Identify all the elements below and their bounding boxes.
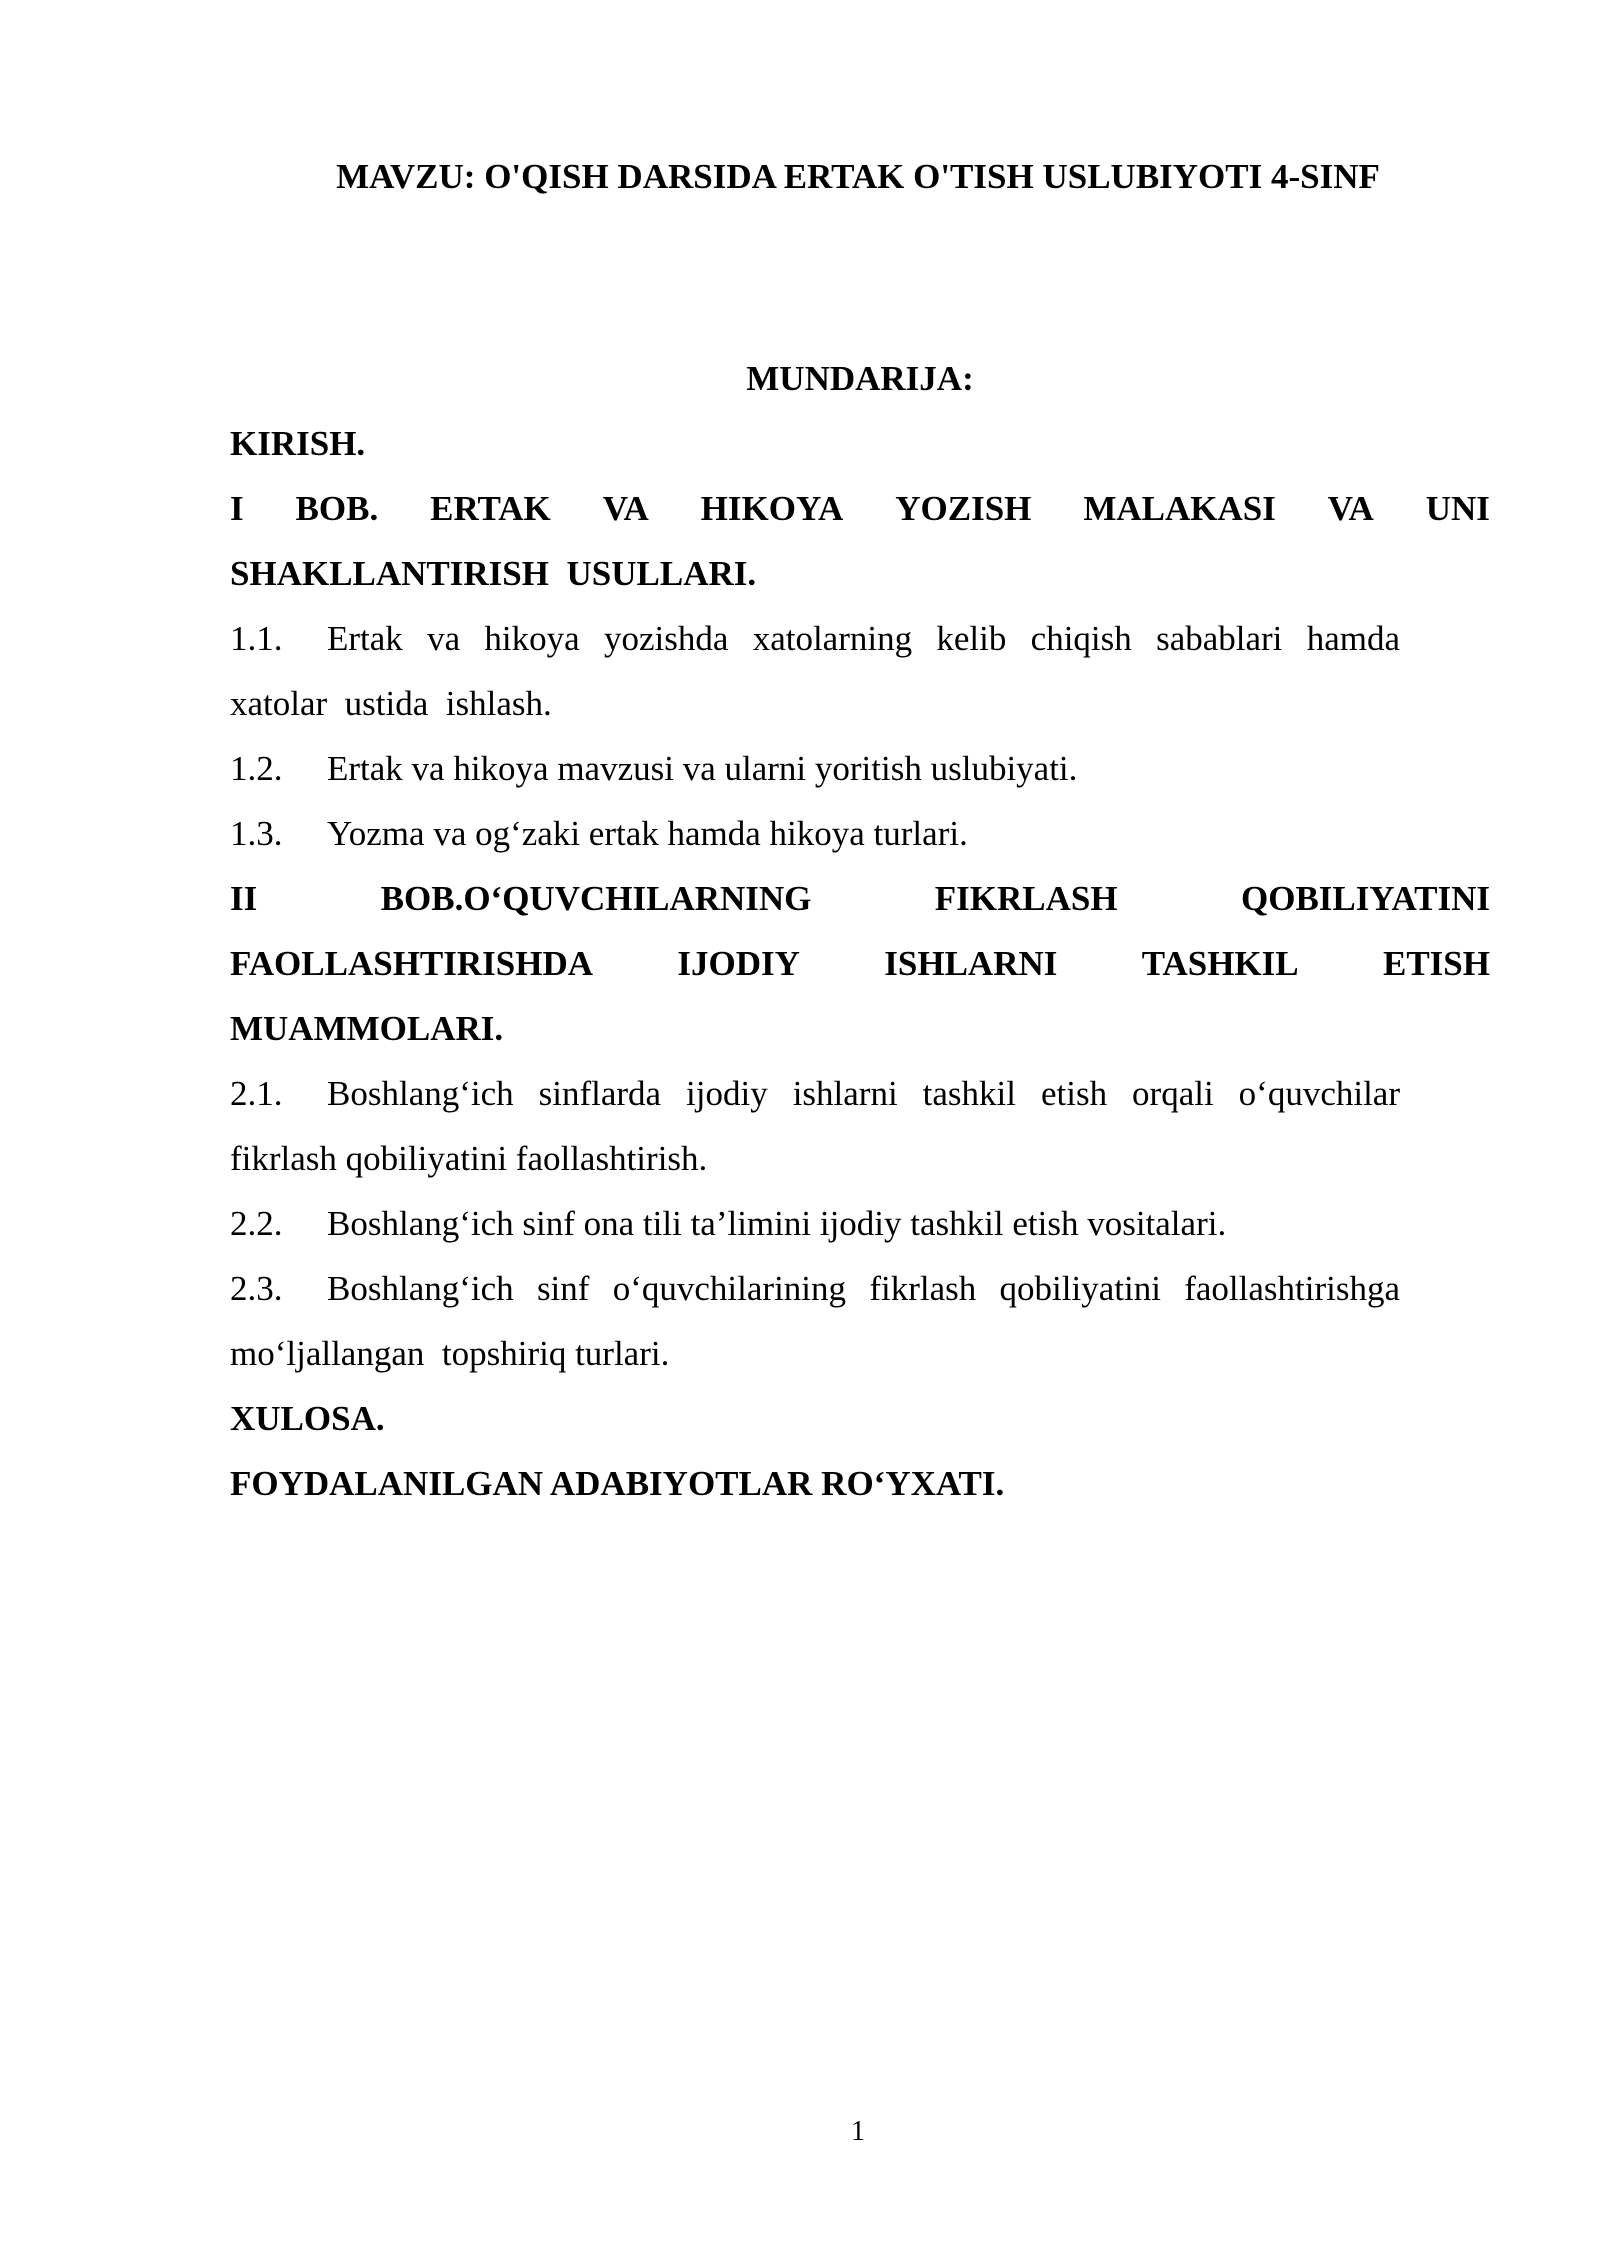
toc-word: QOBILIYATINI bbox=[1241, 879, 1490, 918]
toc-word: VA bbox=[602, 489, 649, 528]
toc-section-2-1 bbox=[230, 1061, 1400, 1126]
toc-chapter2-line1 bbox=[230, 866, 1490, 931]
toc-word: II bbox=[230, 879, 258, 918]
toc-entry-intro: KIRISH. bbox=[230, 424, 366, 463]
toc-section-2-1-cont: fikrlash qobiliyatini faollashtirish. bbox=[230, 1139, 708, 1178]
toc-section-number: 1.2. bbox=[230, 749, 283, 788]
toc-section-1-3 bbox=[230, 801, 1490, 866]
toc-entry-conclusion: XULOSA. bbox=[230, 1399, 385, 1438]
toc-section-number: 1.1. bbox=[230, 619, 283, 658]
toc-word: HIKOYA bbox=[700, 489, 844, 528]
toc-word: TASHKIL bbox=[1141, 944, 1299, 983]
toc-section-text: Boshlang‘ich sinflarda ijodiy ishlarni tashkil etish orqali o‘quvchilar bbox=[327, 1074, 1400, 1113]
toc-heading bbox=[230, 346, 1490, 411]
toc-word: FIKRLASH bbox=[934, 879, 1118, 918]
toc-word: BOB.O‘QUVCHILARNING bbox=[380, 879, 812, 918]
toc-word: UNI bbox=[1425, 489, 1490, 528]
toc-word: MALAKASI bbox=[1083, 489, 1276, 528]
toc-word: FAOLLASHTIRISHDA bbox=[230, 944, 594, 983]
toc-section-text: Ertak va hikoya mavzusi va ularni yoritish uslubiyati. bbox=[327, 749, 1078, 788]
toc-section-number: 1.3. bbox=[230, 814, 283, 853]
page-number: 1 bbox=[851, 2116, 865, 2147]
toc-word: I bbox=[230, 489, 244, 528]
table-of-contents bbox=[230, 346, 1490, 1516]
toc-section-1-1-cont: xatolar ustida ishlash. bbox=[230, 684, 552, 723]
document-title: MAVZU: O'QISH DARSIDA ERTAK O'TISH USLUBIYOTI 4-SINF bbox=[336, 157, 1380, 196]
toc-word: ETISH bbox=[1382, 944, 1490, 983]
toc-section-2-3-cont: mo‘ljallangan topshiriq turlari. bbox=[230, 1334, 670, 1373]
toc-section-2-3 bbox=[230, 1256, 1400, 1321]
toc-section-text: Yozma va og‘zaki ertak hamda hikoya turlari. bbox=[327, 814, 968, 853]
toc-chapter1-line2: SHAKLLANTIRISH USULLARI. bbox=[230, 554, 757, 593]
toc-section-text: Ertak va hikoya yozishda xatolarning kelib chiqish sabablari hamda bbox=[327, 619, 1400, 658]
toc-section-1-1 bbox=[230, 606, 1400, 671]
toc-section-number: 2.2. bbox=[230, 1204, 283, 1243]
toc-word: YOZISH bbox=[895, 489, 1032, 528]
toc-section-text: Boshlang‘ich sinf ona tili ta’limini ijodiy tashkil etish vositalari. bbox=[327, 1204, 1227, 1243]
toc-heading-text: MUNDARIJA: bbox=[746, 359, 974, 398]
toc-section-text: Boshlang‘ich sinf o‘quvchilarining fikrlash qobiliyatini faollashtirishga bbox=[327, 1269, 1400, 1308]
toc-chapter2-line2 bbox=[230, 931, 1490, 996]
toc-word: VA bbox=[1327, 489, 1374, 528]
toc-word: ERTAK bbox=[430, 489, 551, 528]
toc-chapter1-line1 bbox=[230, 476, 1490, 541]
toc-section-1-2 bbox=[230, 736, 1490, 801]
toc-word: BOB. bbox=[295, 489, 379, 528]
toc-entry-references: FOYDALANILGAN ADABIYOTLAR RO‘YXATI. bbox=[230, 1464, 1005, 1503]
toc-section-number: 2.1. bbox=[230, 1074, 283, 1113]
toc-word: ISHLARNI bbox=[884, 944, 1058, 983]
toc-chapter2-line3: MUAMMOLARI. bbox=[230, 1009, 504, 1048]
toc-section-number: 2.3. bbox=[230, 1269, 283, 1308]
toc-word: IJODIY bbox=[677, 944, 800, 983]
toc-section-2-2 bbox=[230, 1191, 1490, 1256]
